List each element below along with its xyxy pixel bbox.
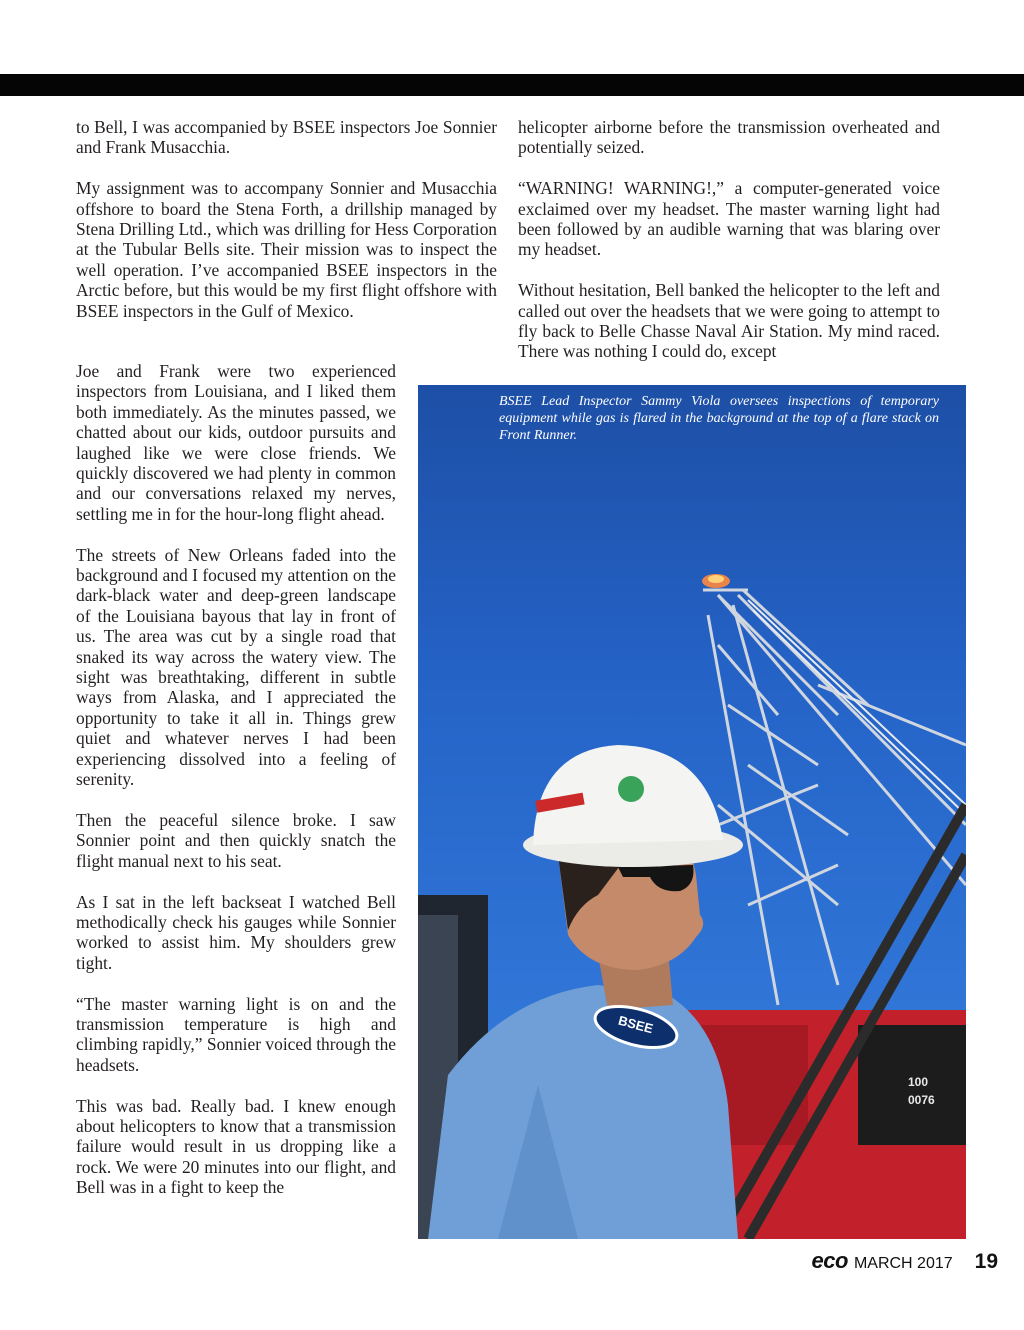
- paragraph: Then the peaceful silence broke. I saw Sonnier point and then quickly snatch the flight manual next to his seat.: [76, 809, 396, 871]
- issue-date: MARCH 2017: [853, 1255, 953, 1272]
- article-column-left-bottom: [76, 361, 396, 1218]
- paragraph: Joe and Frank were two experienced inspectors from Louisiana, and I liked them both immediately. As the minutes passed, we chatted about our kids, outdoor pursuits and laughed like we were close friends. We quickly discovered we had plenty in common and our conversations relaxed my nerves, settling me in for the hour-long flight ahead.: [76, 361, 396, 524]
- magazine-logo: eco: [811, 1248, 848, 1273]
- paragraph: “WARNING! WARNING!,” a computer-generated voice exclaimed over my headset. The master warning light had been followed by an audible warning that was blaring over my headset.: [518, 178, 940, 260]
- paragraph: My assignment was to accompany Sonnier and Musacchia offshore to board the Stena Forth, a drillship managed by Stena Drilling Ltd., which was drilling for Hess Corporation at the Tubular Bells site. Their mission was to inspect the well operation. I’ve accompanied BSEE inspectors in the Arctic before, but this would be my first flight offshore with BSEE inspectors in the Gulf of Mexico.: [76, 178, 497, 321]
- crate-text: 0076: [908, 1093, 935, 1107]
- page-footer: [812, 1248, 998, 1276]
- paragraph: The streets of New Orleans faded into the background and I focused my attention on the dark-black water and deep-green landscape of the Louisiana bayous that lay in front of us. The area was cut by a single road that snaked its way across the watery view. The sight was breathtaking, different in subtle ways from Alaska, and I appreciated the opportunity to take it all in. Things grew quiet and whatever nerves I had been experiencing dissolved into a feeling of serenity.: [76, 544, 396, 790]
- header-bar: [0, 74, 1024, 96]
- paragraph: As I sat in the left backseat I watched Bell methodically check his gauges while Sonnier worked to assist him. My shoulders grew tight.: [76, 891, 396, 973]
- article-column-right: [518, 117, 940, 382]
- paragraph: Without hesitation, Bell banked the helicopter to the left and called out over the headsets that we were going to attempt to fly back to Belle Chasse Naval Air Station. My mind raced. There was nothing I could do, except: [518, 280, 940, 362]
- article-column-left-top: [76, 117, 497, 341]
- shoulder-patch-text: BSEE: [616, 1012, 655, 1037]
- crate-text: 100: [908, 1075, 929, 1089]
- photo-illustration: [418, 385, 966, 1239]
- paragraph: helicopter airborne before the transmission overheated and potentially seized.: [518, 117, 940, 158]
- inspector-photo: [418, 385, 966, 1239]
- paragraph: to Bell, I was accompanied by BSEE inspectors Joe Sonnier and Frank Musacchia.: [76, 117, 497, 158]
- page-number: 19: [974, 1250, 998, 1273]
- paragraph: “The master warning light is on and the transmission temperature is high and climbing rapidly,” Sonnier voiced through the headsets.: [76, 993, 396, 1075]
- photo-caption: BSEE Lead Inspector Sammy Viola oversees inspections of temporary equipment while gas is flared in the background at the top of a flare stack on Front Runner.: [499, 394, 939, 443]
- paragraph: This was bad. Really bad. I knew enough about helicopters to know that a transmission failure would result in us dropping like a rock. We were 20 minutes into our flight, and Bell was in a fight to keep the: [76, 1095, 396, 1198]
